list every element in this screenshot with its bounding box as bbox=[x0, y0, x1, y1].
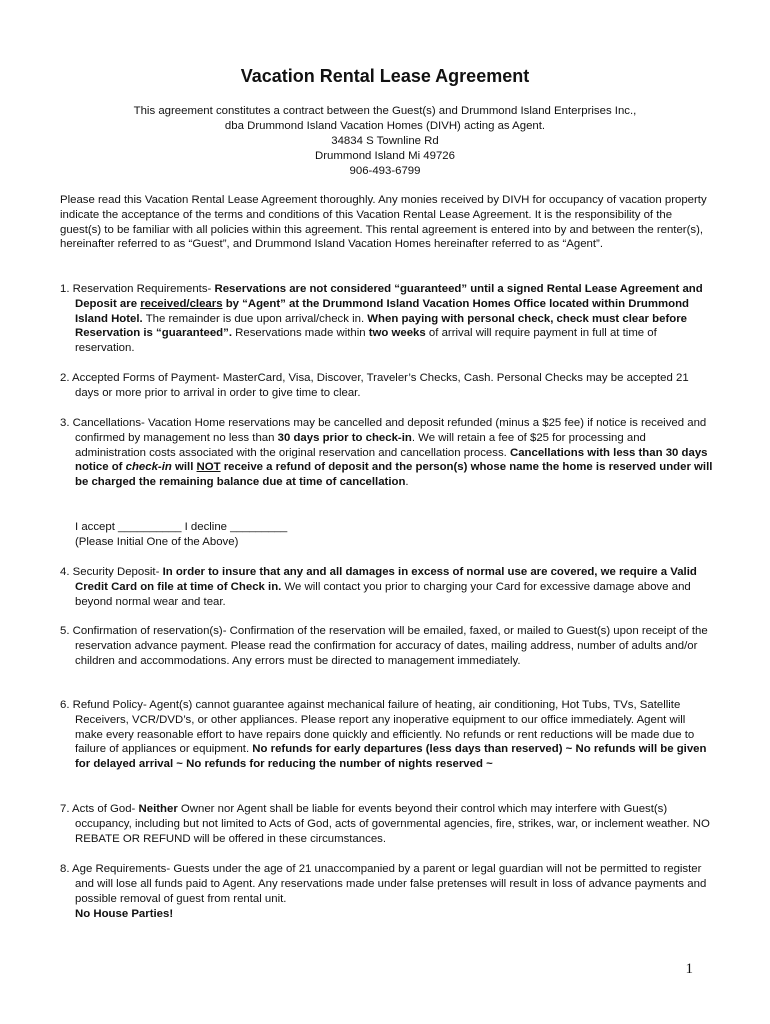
section-security-deposit bbox=[60, 565, 715, 609]
header-line-2: dba Drummond Island Vacation Homes (DIVH) acting as Agent. bbox=[224, 120, 546, 132]
accept-decline-line: I accept __________ I decline _________ bbox=[75, 521, 288, 533]
s5-text: 5. Confirmation of reservation(s)- Confirmation of the reservation will be emailed, faxed, or mailed to Guest(s) upon receipt of the reservation advance payment. Please read the confirmation for accuracy of dates, mailing address, number of adults and/or children and accommodations. Any errors must be directed to management immediately. bbox=[60, 625, 708, 667]
section-reservation-requirements bbox=[60, 282, 715, 356]
s3-text-3: . bbox=[405, 476, 409, 489]
section-accepted-payment bbox=[60, 371, 715, 401]
s1-bold-2: by “Agent” at the Drummond Island Vacation Homes Office located within Drummond Island Hotel. bbox=[75, 297, 689, 325]
s7-lead: 7. Acts of God- bbox=[60, 803, 139, 815]
s6-bold-1: No refunds for early departures (less days than reserved) ~ No refunds will be given for delayed arrival ~ No refunds for reducing the number of nights reserved ~ bbox=[75, 743, 707, 771]
s8-text: 8. Age Requirements- Guests under the age of 21 unaccompanied by a parent or legal guardian will not be permitted to register and will lose all funds paid to Agent. Any reservations made under false pretenses will result in loss of advance payments and possible removal of guest from rental unit. bbox=[60, 863, 707, 905]
page-number: 1 bbox=[685, 961, 693, 977]
header-line-1: This agreement constitutes a contract between the Guest(s) and Drummond Island Enterprises Inc., bbox=[133, 105, 637, 117]
s7-text-1: Owner nor Agent shall be liable for events beyond their control which may interfere with Guest(s) occupancy, including but not limited to Acts of God, acts of governmental agencies, fire, strikes, war, or inclement weather. NO REBATE OR REFUND will be offered in these circumstances. bbox=[75, 803, 710, 845]
s6-text-1: 6. Refund Policy- Agent(s) cannot guarantee against mechanical failure of heating, air conditioning, Hot Tubs, TVs, Satellite Receivers, VCR/DVD’s, or other appliances. Please report any inoperative equipment to our office immediately. Agent will make every reasonable effort to have repairs done quickly and efficiently. No refunds or rent reductions will be made due to failure of appliances or equipment. bbox=[60, 699, 695, 756]
s1-text-1: The remainder is due upon arrival/check in. bbox=[142, 312, 368, 325]
s1-text-2: Reservations made within bbox=[232, 327, 369, 340]
header-address: 34834 S Townline Rd bbox=[331, 135, 439, 147]
section-age-requirements bbox=[60, 862, 715, 906]
s1-bold-4: two weeks bbox=[368, 327, 426, 340]
section-refund-policy bbox=[60, 698, 715, 772]
s3-not: NOT bbox=[196, 461, 221, 474]
initial-note: (Please Initial One of the Above) bbox=[75, 536, 239, 548]
s1-bold-1: Reservations are not considered “guaranteed” until a signed Rental Lease Agreement and Deposit are bbox=[75, 283, 703, 310]
intro-paragraph: Please read this Vacation Rental Lease Agreement thoroughly. Any monies received by DIVH for occupancy of vacation property indicate the acceptance of the terms and conditions of this Vacation Rental Lease Agreement. It is the responsibility of the guest(s) to be familiar with all policies within this agreement. This rental agreement is entered into by and between the renter(s), hereinafter referred to as “Guest”, and Drummond Island Vacation Homes hereinafter referred to as “Agent”. bbox=[60, 194, 707, 251]
s3-text-1: 3. Cancellations- Vacation Home reservations may be cancelled and deposit refunded (minus a $25 fee) if notice is received and confirmed by management no less than bbox=[60, 417, 707, 444]
s3-text-2: . We will retain a fee of $25 for processing and administration costs associated with the original reservation and cancellation process. bbox=[75, 431, 646, 459]
no-house-parties: No House Parties! bbox=[75, 908, 174, 920]
s2-text: 2. Accepted Forms of Payment- MasterCard, Visa, Discover, Traveler’s Checks, Cash. Personal Checks may be accepted 21 days or more prior to arrival in order to give time to clear. bbox=[60, 372, 689, 399]
s4-text-1: We will contact you prior to charging your Card for excessive damage above and beyond normal wear and tear. bbox=[75, 580, 691, 608]
section-acts-of-god bbox=[60, 802, 715, 846]
section-confirmation bbox=[60, 624, 715, 668]
s3-bold-1: 30 days prior to check-in bbox=[277, 431, 412, 444]
document-title: Vacation Rental Lease Agreement bbox=[240, 66, 530, 86]
s4-lead: 4. Security Deposit- bbox=[60, 566, 163, 578]
section-cancellations bbox=[60, 416, 715, 490]
s3-bold-4: receive a refund of deposit and the person(s) whose name the home is reserved under will be charged the remaining balance due at time of cancellation bbox=[75, 461, 713, 489]
s1-received-clears: received/clears bbox=[140, 297, 223, 310]
s4-bold-1: In order to insure that any and all damages in excess of normal use are covered, we require a Valid Credit Card on file at time of Check in. bbox=[75, 566, 697, 593]
s1-bold-3: When paying with personal check, check must clear before Reservation is “guaranteed”. bbox=[75, 312, 687, 340]
s3-check-in: check-in bbox=[125, 461, 172, 474]
s3-bold-3: will bbox=[171, 461, 197, 474]
s3-bold-2: Cancellations with less than 30 days notice of bbox=[75, 446, 708, 474]
header-city: Drummond Island Mi 49726 bbox=[315, 150, 455, 162]
s1-text-3: of arrival will require payment in full at time of reservation. bbox=[75, 327, 657, 355]
s1-lead: 1. Reservation Requirements- bbox=[60, 283, 215, 295]
header-phone: 906-493-6799 bbox=[349, 165, 421, 177]
s7-neither: Neither bbox=[138, 803, 178, 815]
